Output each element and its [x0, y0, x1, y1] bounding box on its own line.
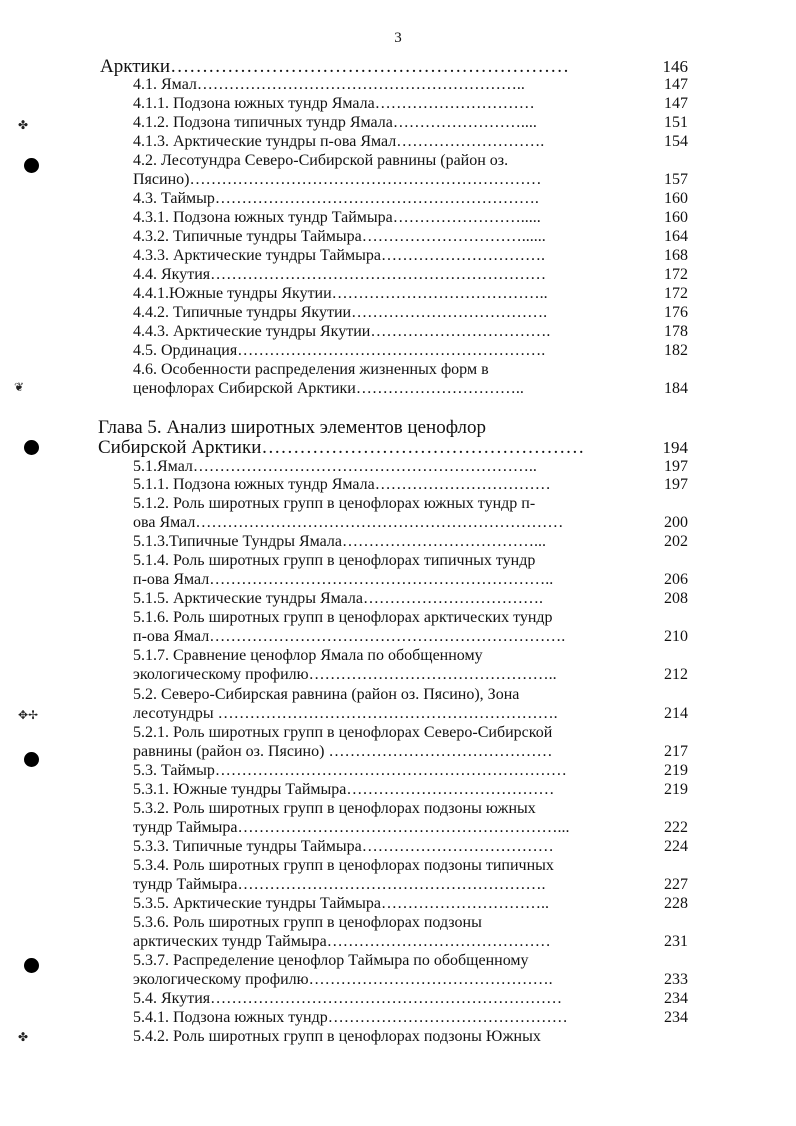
toc-entry-page: 200	[664, 514, 688, 531]
toc-entry-text: 5.3.1. Южные тундры Таймыра…………………………………	[133, 781, 555, 798]
toc-entry-text: 5.3.4. Роль широтных групп в ценофлорах подзоны типичных	[133, 857, 554, 874]
toc-entry-page: 219	[664, 762, 688, 779]
toc-entry-page: 206	[664, 571, 688, 588]
toc-entry-text: экологическому профилю………………………………………..	[133, 666, 557, 683]
toc-entry-text: 5.3. Таймыр…………………………………………………………	[133, 762, 567, 779]
toc-entry-text: 5.1.7. Сравнение ценофлор Ямала по обобщенному	[133, 647, 483, 664]
speck-mark: ✤	[18, 118, 29, 132]
toc-entry-text: 5.2. Северо-Сибирская равнина (район оз. Пясино), Зона	[133, 686, 520, 703]
toc-entry-text: Пясино)…………………………………………………………	[133, 171, 542, 188]
toc-entry-page: 168	[664, 247, 688, 264]
toc-entry-text: равнины (район оз. Пясино) ……………………………………	[133, 743, 553, 760]
toc-entry-text: 5.3.5. Арктические тундры Таймыра…………………………..	[133, 895, 550, 912]
toc-entry-page: 160	[664, 190, 688, 207]
toc-entry-page: 182	[664, 342, 688, 359]
toc-entry-page: 176	[664, 304, 688, 321]
toc-entry-text: 5.3.2. Роль широтных групп в ценофлорах подзоны южных	[133, 800, 536, 817]
toc-entry-text: 4.1. Ямал……………………………………………………..	[133, 76, 525, 93]
toc-entry-text: тундр Таймыра………………………………………………….	[133, 876, 546, 893]
toc-entry-page: 147	[664, 76, 688, 93]
toc-entry-page: 197	[664, 476, 688, 493]
toc-entry-text: 4.4.1.Южные тундры Якутии…………………………………..	[133, 285, 548, 302]
toc-entry-text: 4.5. Ординация………………………………………………….	[133, 342, 546, 359]
toc-entry-page: 160	[664, 209, 688, 226]
toc-entry-text: 5.4.1. Подзона южных тундр………………………………………	[133, 1009, 568, 1026]
toc-entry-page: 228	[664, 895, 688, 912]
toc-entry-page: 172	[664, 266, 688, 283]
toc-entry-page: 151	[664, 114, 688, 131]
toc-entry-text: арктических тундр Таймыра……………………………………	[133, 933, 551, 950]
toc-entry-text: п-ова Ямал………………………………………………………..	[133, 571, 554, 588]
toc-entry-text: 4.4. Якутия………………………………………………………	[133, 266, 547, 283]
toc-entry-text: 5.3.3. Типичные тундры Таймыра………………………………	[133, 838, 554, 855]
toc-entry-text: 5.1.Ямал………………………………………………………..	[133, 458, 537, 475]
toc-entry-page: 222	[664, 819, 688, 836]
toc-entry-text: 4.1.3. Арктические тундры п-ова Ямал……………………….	[133, 133, 545, 150]
toc-entry-text: тундр Таймыра……………………………………………………...	[133, 819, 570, 836]
toc-entry-text: 5.1.6. Роль широтных групп в ценофлорах арктических тундр	[133, 609, 553, 626]
toc-entry-page: 208	[664, 590, 688, 607]
toc-entry-text: 4.2. Лесотундра Северо-Сибирской равнины (район оз.	[133, 152, 509, 169]
toc-entry-page: 234	[664, 1009, 688, 1026]
toc-entry-page: 147	[664, 95, 688, 112]
toc-entry-text: п-ова Ямал………………………………………………………….	[133, 628, 566, 645]
toc-entry-page: 212	[664, 666, 688, 683]
toc-entry-page: 234	[664, 990, 688, 1007]
toc-entry-text: 5.1.4. Роль широтных групп в ценофлорах типичных тундр	[133, 552, 536, 569]
toc-entry-text: 5.3.7. Распределение ценофлор Таймыра по обобщенному	[133, 952, 529, 969]
toc-entry-page: 197	[664, 458, 688, 475]
toc-entry-page: 164	[664, 228, 688, 245]
toc-entry-page: 157	[664, 171, 688, 188]
toc-entry-page: 146	[662, 57, 688, 76]
toc-entry-text: 5.1.1. Подзона южных тундр Ямала……………………………	[133, 476, 551, 493]
toc-entry-text: ценофлорах Сибирской Арктики…………………………..	[133, 380, 524, 397]
toc-entry-text: 4.1.1. Подзона южных тундр Ямала…………………………	[133, 95, 535, 112]
punch-hole	[24, 958, 39, 973]
toc-entry-page: 184	[664, 380, 688, 397]
toc-entry-text: 4.3.3. Арктические тундры Таймыра………………………….	[133, 247, 546, 264]
punch-hole	[24, 158, 39, 173]
toc-entry-text: ова Ямал……………………………………………………………	[133, 514, 564, 531]
toc-entry-page: 217	[664, 743, 688, 760]
toc-entry-text: 4.3.2. Типичные тундры Таймыра…………………………......	[133, 228, 546, 245]
punch-hole	[24, 752, 39, 767]
toc-entry-page: 227	[664, 876, 688, 893]
toc-entry-text: 5.1.2. Роль широтных групп в ценофлорах южных тундр п-	[133, 495, 536, 512]
speck-mark: ✥✢	[18, 708, 39, 722]
page-number: 3	[394, 30, 402, 46]
toc-entry-page: 210	[664, 628, 688, 645]
toc-entry-text: 4.1.2. Подзона типичных тундр Ямала……………………....	[133, 114, 537, 131]
toc-entry-text: 5.4. Якутия…………………………………………………………	[133, 990, 563, 1007]
toc-entry-text: 4.4.3. Арктические тундры Якутии…………………………….	[133, 323, 551, 340]
toc-entry-page: 194	[662, 438, 688, 457]
speck-mark: ✤	[18, 1030, 29, 1044]
toc-entry-page: 224	[664, 838, 688, 855]
toc-entry-text: 5.1.3.Типичные Тундры Ямала………………………………...	[133, 533, 546, 550]
toc-entry-text: 4.6. Особенности распределения жизненных форм в	[133, 361, 489, 378]
toc-entry-text: 4.3. Таймыр…………………………………………………….	[133, 190, 539, 207]
toc-entry-text: 5.2.1. Роль широтных групп в ценофлорах Северо-Сибирской	[133, 724, 553, 741]
punch-hole	[24, 440, 39, 455]
toc-entry-page: 172	[664, 285, 688, 302]
toc-entry-text: Арктики………………………………………………………	[100, 56, 570, 77]
toc-entry-page: 154	[664, 133, 688, 150]
toc-entry-page: 214	[664, 705, 688, 722]
speck-mark: ❦	[14, 380, 25, 394]
toc-entry-text: экологическому профилю……………………………………….	[133, 971, 553, 988]
toc-entry-text: 4.3.1. Подзона южных тундр Таймыра…………………….....	[133, 209, 541, 226]
toc-entry-page: 178	[664, 323, 688, 340]
toc-entry-text: Глава 5. Анализ широтных элементов ценофлор	[98, 417, 487, 438]
toc-entry-text: 4.4.2. Типичные тундры Якутии……………………………….	[133, 304, 548, 321]
toc-entry-page: 231	[664, 933, 688, 950]
toc-entry-text: 5.3.6. Роль широтных групп в ценофлорах подзоны	[133, 914, 482, 931]
toc-entry-text: Сибирской Арктики……………………………………………	[98, 437, 585, 458]
toc-entry-page: 202	[664, 533, 688, 550]
toc-entry-page: 233	[664, 971, 688, 988]
toc-entry-text: 5.1.5. Арктические тундры Ямала…………………………….	[133, 590, 544, 607]
toc-entry-text: лесотундры ……………………………………………………….	[133, 705, 558, 722]
toc-entry-text: 5.4.2. Роль широтных групп в ценофлорах подзоны Южных	[133, 1028, 541, 1045]
toc-entry-page: 219	[664, 781, 688, 798]
